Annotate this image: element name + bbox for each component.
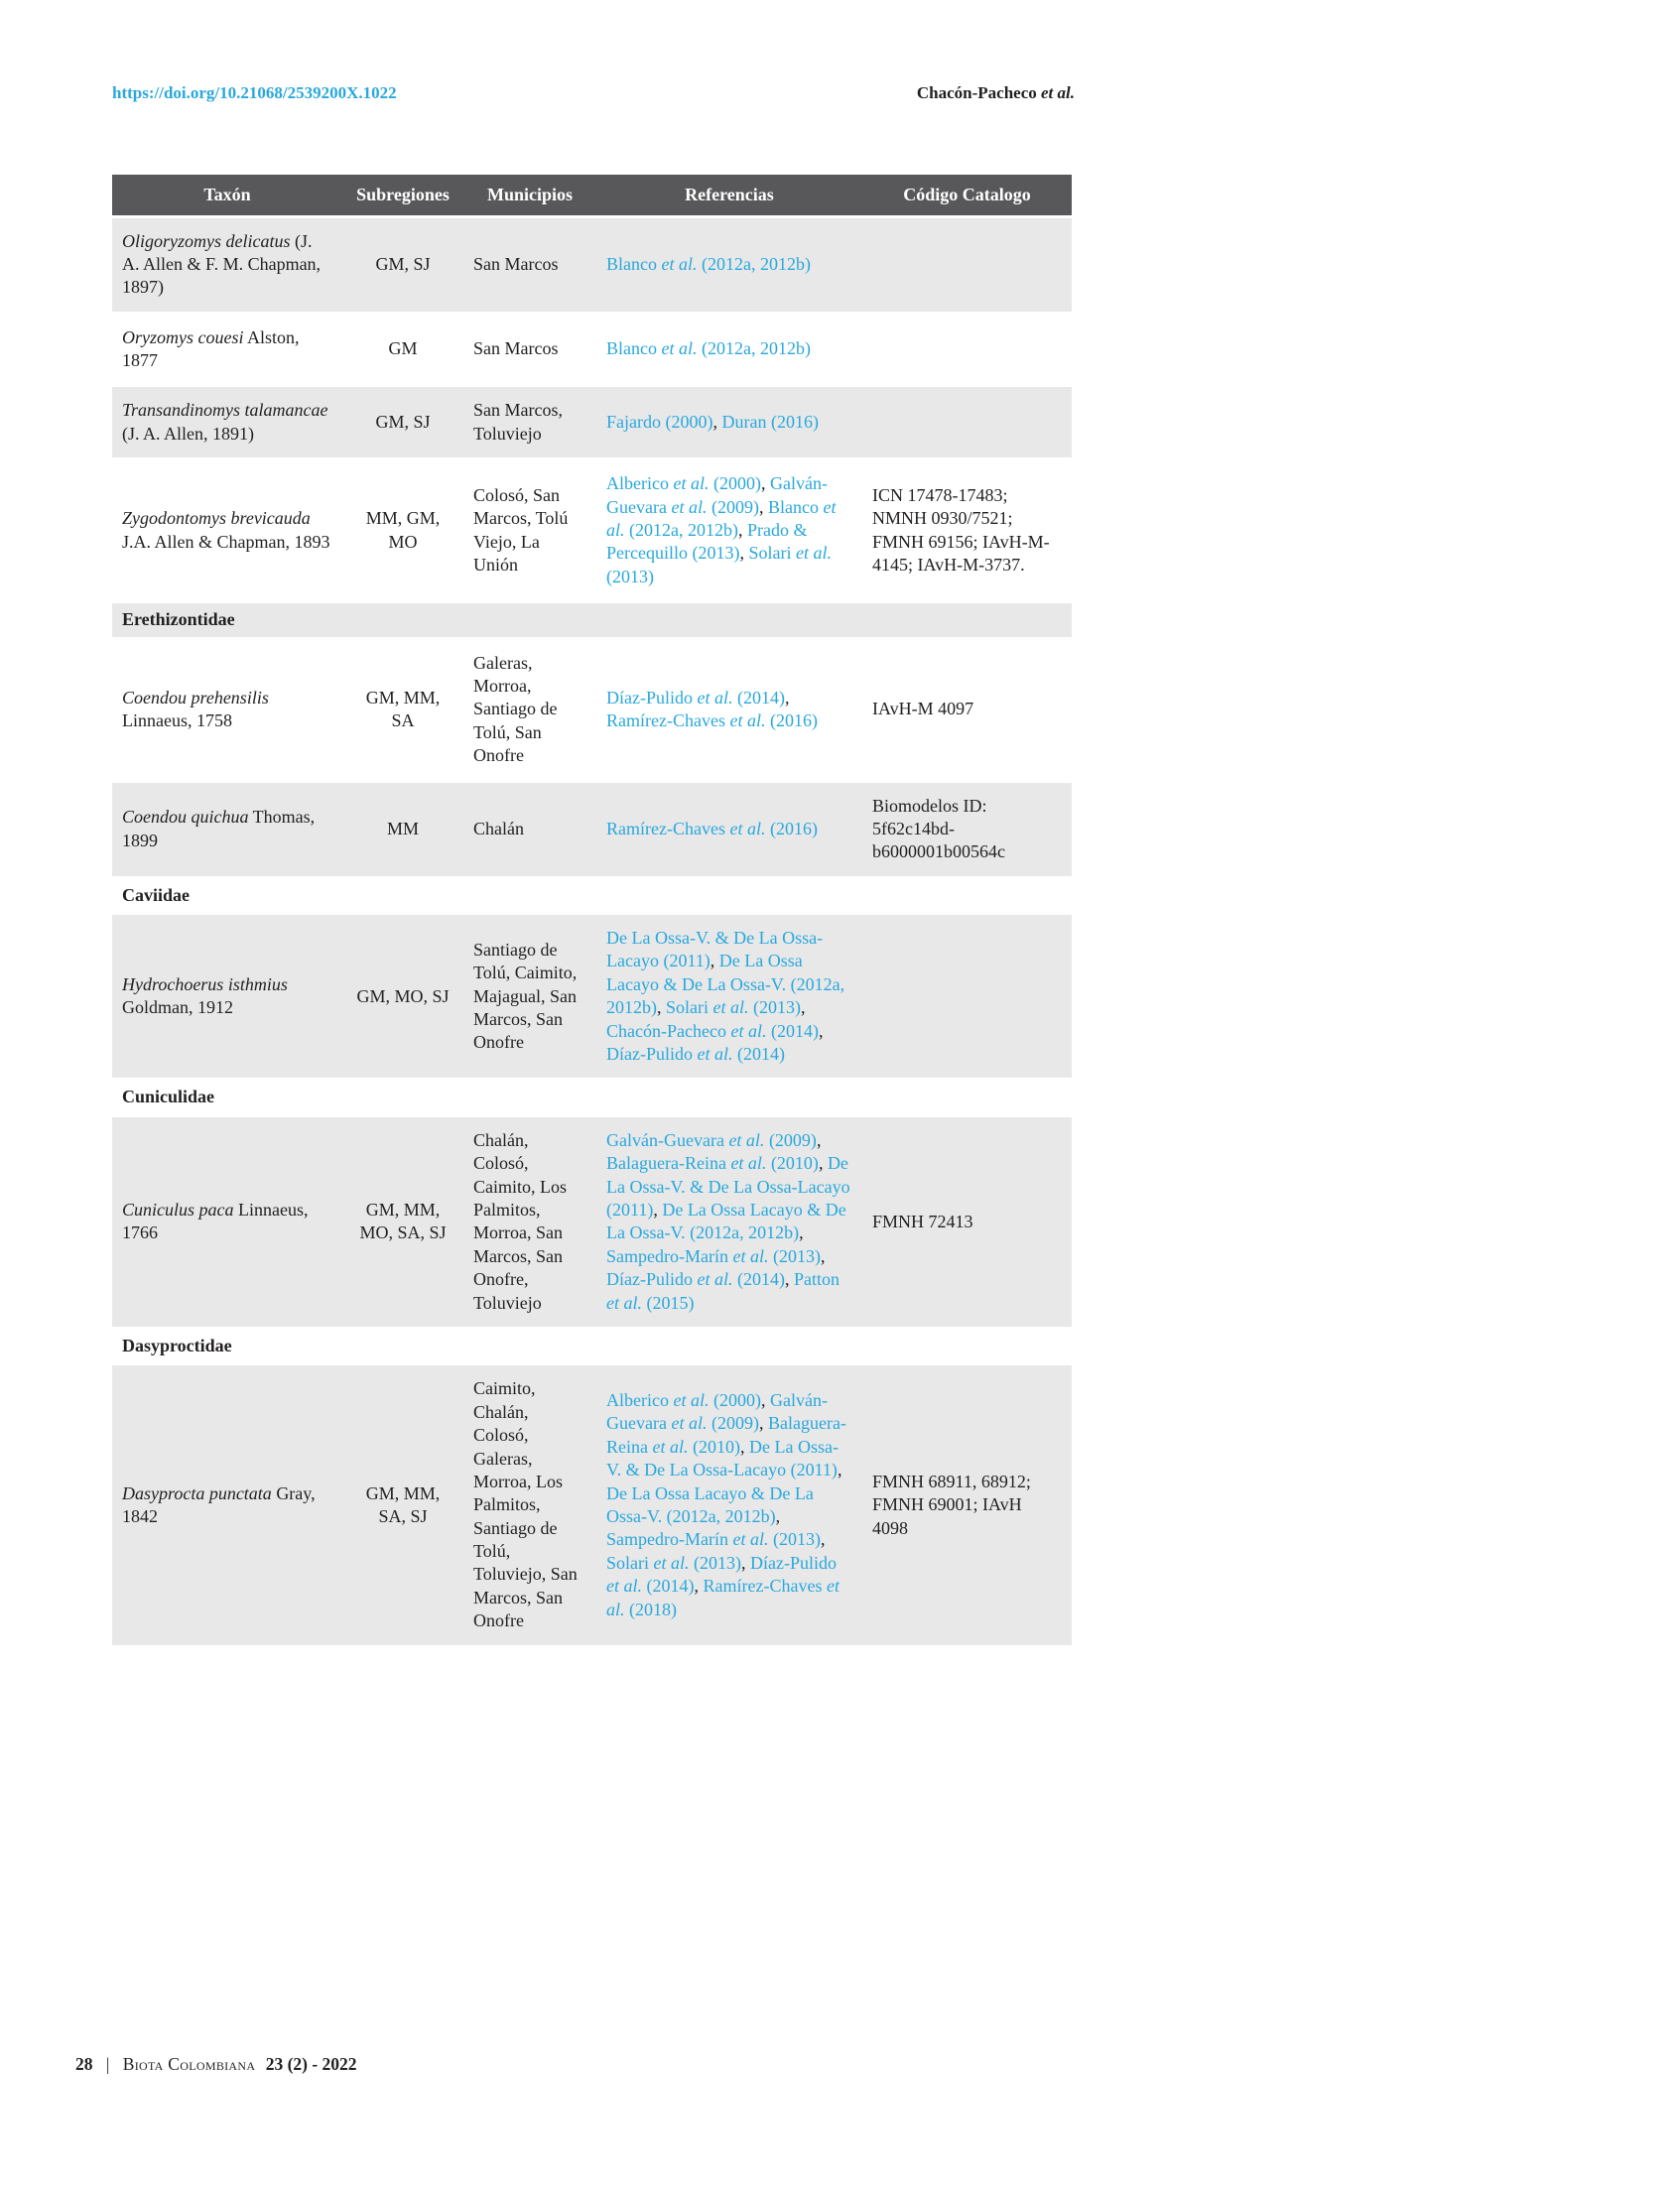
reference-link[interactable]: Balaguera-Reina et al. (2010) (606, 1413, 846, 1457)
taxon-cell: Transandinomys talamancae (J. A. Allen, 1891) (112, 386, 342, 459)
subregions-cell: GM, MM, SA (342, 638, 463, 781)
family-row-label: Erethizontidae (112, 602, 1072, 638)
reference-link[interactable]: De La Ossa Lacayo & De La Ossa-V. (2012a, 2012b) (606, 1482, 814, 1526)
reference-link[interactable]: Galván-Guevara et al. (2009) (606, 1390, 828, 1434)
reference-link[interactable]: Díaz-Pulido et al. (2014) (606, 1552, 837, 1597)
taxon-cell: Cuniculus paca Linnaeus, 1766 (112, 1115, 342, 1328)
taxon-cell: Coendou quichua Thomas, 1899 (112, 781, 342, 877)
family-row-label: Cuniculidae (112, 1080, 1072, 1115)
taxon-cell: Coendou prehensilis Linnaeus, 1758 (112, 638, 342, 781)
species-row (112, 386, 1072, 459)
municipios-cell: San Marcos (463, 313, 596, 386)
reference-link[interactable]: Galván-Guevara et al. (2009) (606, 473, 828, 517)
taxon-scientific-name: Cuniculus paca (122, 1200, 234, 1220)
municipios-cell: San Marcos (463, 216, 596, 313)
family-row-label: Caviidae (112, 877, 1072, 913)
subregions-cell: MM (342, 781, 463, 877)
family-row (112, 1328, 1072, 1363)
table-header-row (112, 175, 1072, 216)
reference-link[interactable]: Blanco et al. (2012a, 2012b) (606, 253, 811, 274)
reference-link[interactable]: Díaz-Pulido et al. (2014) (606, 1044, 785, 1065)
column-header-referencias: Referencias (596, 175, 862, 216)
references-cell (596, 781, 862, 877)
table-body (112, 216, 1072, 1646)
journal-issue: 23 (2) - 2022 (265, 2054, 357, 2074)
column-header-municipios: Municipios (463, 175, 596, 216)
footer-separator: | (105, 2054, 110, 2074)
taxon-scientific-name: Hydrochoerus isthmius (122, 973, 288, 994)
reference-link[interactable]: Prado & Percequillo (2013) (606, 520, 808, 564)
reference-link[interactable]: Alberico et al. (2000) (606, 1390, 761, 1411)
reference-link[interactable]: Patton et al. (2015) (606, 1269, 840, 1313)
reference-link[interactable]: Balaguera-Reina et al. (2010) (606, 1153, 819, 1174)
catalog-cell (862, 914, 1072, 1080)
catalog-cell: IAvH-M 4097 (862, 638, 1072, 781)
reference-link[interactable]: Chacón-Pacheco et al. (2014) (606, 1020, 819, 1041)
subregions-cell: GM, SJ (342, 216, 463, 313)
reference-link[interactable]: Solari et al. (2013) (666, 997, 801, 1018)
reference-link[interactable]: Ramírez-Chaves et al. (2016) (606, 818, 818, 838)
reference-link[interactable]: Blanco et al. (2012a, 2012b) (606, 496, 837, 541)
references-cell: Fajardo (2000), Duran (2016) (596, 386, 862, 459)
species-row (112, 781, 1072, 877)
taxon-scientific-name: Zygodontomys brevicauda (122, 508, 311, 529)
reference-link[interactable]: Duran (2016) (721, 412, 819, 433)
running-head-name: Chacón-Pacheco (916, 83, 1037, 102)
taxon-scientific-name: Coendou quichua (122, 807, 249, 828)
taxon-cell: Zygodontomys brevicauda J.A. Allen & Chapman, 1893 (112, 459, 342, 602)
species-row (112, 1364, 1072, 1646)
references-cell (596, 313, 862, 386)
catalog-cell: FMNH 68911, 68912; FMNH 69001; IAvH 4098 (862, 1364, 1072, 1646)
running-head-etal: et al. (1041, 83, 1075, 102)
family-row-label: Dasyproctidae (112, 1328, 1072, 1363)
species-row (112, 914, 1072, 1080)
reference-link[interactable]: Ramírez-Chaves et al. (2016) (606, 710, 818, 731)
references-cell: De La Ossa-V. & De La Ossa-Lacayo (2011), De La Ossa Lacayo & De La Ossa-V. (2012a, 2012b), Solari et al. (2013), Chacón-Pacheco et al. (2014), Díaz-Pulido et al. (2014) (596, 914, 862, 1080)
references-cell (596, 216, 862, 313)
municipios-cell: Chalán, Colosó, Caimito, Los Palmitos, Morroa, San Marcos, San Onofre, Toluviejo (463, 1115, 596, 1328)
subregions-cell: MM, GM, MO (342, 459, 463, 602)
journal-name: Biota Colombiana (122, 2054, 256, 2074)
reference-link[interactable]: Sampedro-Marín et al. (2013) (606, 1529, 821, 1550)
reference-link[interactable]: De La Ossa Lacayo & De La Ossa-V. (2012a, 2012b) (606, 1200, 846, 1243)
species-row (112, 459, 1072, 602)
reference-link[interactable]: De La Ossa-V. & De La Ossa-Lacayo (2011) (606, 928, 824, 971)
taxon-scientific-name: Oligoryzomys delicatus (122, 230, 291, 251)
column-header-taxon: Taxón (112, 175, 342, 216)
reference-link[interactable]: Sampedro-Marín et al. (2013) (606, 1245, 821, 1266)
municipios-cell: Galeras, Morroa, Santiago de Tolú, San Onofre (463, 638, 596, 781)
municipios-cell: Chalán (463, 781, 596, 877)
running-head-authors (917, 83, 1075, 103)
taxa-table (112, 175, 1072, 1648)
reference-link[interactable]: De La Ossa-V. & De La Ossa-Lacayo (2011) (606, 1436, 839, 1480)
doi-link[interactable]: https://doi.org/10.21068/2539200X.1022 (112, 83, 397, 102)
reference-link[interactable]: Alberico et al. (2000) (606, 473, 761, 494)
taxon-cell: Oligoryzomys delicatus (J. A. Allen & F. M. Chapman, 1897) (112, 216, 342, 313)
references-cell: Alberico et al. (2000), Galván-Guevara et al. (2009), Blanco et al. (2012a, 2012b), Prado & Percequillo (2013), Solari et al. (2013) (596, 459, 862, 602)
municipios-cell: Colosó, San Marcos, Tolú Viejo, La Unión (463, 459, 596, 602)
reference-link[interactable]: Díaz-Pulido et al. (2014) (606, 687, 785, 708)
family-row (112, 602, 1072, 638)
subregions-cell: GM (342, 313, 463, 386)
species-row (112, 1115, 1072, 1328)
subregions-cell: GM, SJ (342, 386, 463, 459)
catalog-cell: Biomodelos ID: 5f62c14bd-b6000001b00564c (862, 781, 1072, 877)
references-cell: Galván-Guevara et al. (2009), Balaguera-Reina et al. (2010), De La Ossa-V. & De La Ossa-Lacayo (2011), De La Ossa Lacayo & De La Ossa-V. (2012a, 2012b), Sampedro-Marín et al. (2013), Díaz-Pulido et al. (2014), Patton et al. (2015) (596, 1115, 862, 1328)
municipios-cell: Caimito, Chalán, Colosó, Galeras, Morroa, Los Palmitos, Santiago de Tolú, Toluviejo, San Marcos, San Onofre (463, 1364, 596, 1646)
species-row (112, 313, 1072, 386)
page-footer (75, 2054, 357, 2075)
reference-link[interactable]: De La Ossa Lacayo & De La Ossa-V. (2012a, 2012b) (606, 951, 845, 1018)
catalog-cell (862, 386, 1072, 459)
species-row (112, 216, 1072, 313)
page-number: 28 (75, 2054, 93, 2074)
catalog-cell: ICN 17478-17483; NMNH 0930/7521; FMNH 69156; IAvH-M-4145; IAvH-M-3737. (862, 459, 1072, 602)
family-row (112, 1080, 1072, 1115)
reference-link[interactable]: Ramírez-Chaves et al. (2018) (606, 1576, 840, 1619)
references-cell: Alberico et al. (2000), Galván-Guevara et al. (2009), Balaguera-Reina et al. (2010), De La Ossa-V. & De La Ossa-Lacayo (2011), De La Ossa Lacayo & De La Ossa-V. (2012a, 2012b), Sampedro-Marín et al. (2013), Solari et al. (2013), Díaz-Pulido et al. (2014), Ramírez-Chaves et al. (2018) (596, 1364, 862, 1646)
reference-link[interactable]: Solari et al. (2013) (606, 543, 832, 586)
subregions-cell: GM, MM, MO, SA, SJ (342, 1115, 463, 1328)
catalog-cell (862, 313, 1072, 386)
taxon-scientific-name: Transandinomys talamancae (122, 400, 328, 421)
family-row (112, 877, 1072, 913)
document-header (112, 83, 1075, 103)
catalog-cell (862, 216, 1072, 313)
subregions-cell: GM, MO, SJ (342, 914, 463, 1080)
municipios-cell: Santiago de Tolú, Caimito, Majagual, San Marcos, San Onofre (463, 914, 596, 1080)
reference-link[interactable]: Galván-Guevara et al. (2009) (606, 1129, 817, 1150)
subregions-cell: GM, MM, SA, SJ (342, 1364, 463, 1646)
taxon-cell: Hydrochoerus isthmius Goldman, 1912 (112, 914, 342, 1080)
column-header-codigo-catalogo: Código Catalogo (862, 175, 1072, 216)
taxon-scientific-name: Oryzomys couesi (122, 326, 244, 347)
reference-link[interactable]: Díaz-Pulido et al. (2014) (606, 1269, 785, 1290)
reference-link[interactable]: Fajardo (2000) (606, 412, 713, 433)
taxon-cell: Dasyprocta punctata Gray, 1842 (112, 1364, 342, 1646)
taxon-scientific-name: Coendou prehensilis (122, 687, 269, 708)
reference-link[interactable]: Solari et al. (2013) (606, 1552, 741, 1573)
taxon-scientific-name: Dasyprocta punctata (122, 1482, 272, 1503)
reference-link[interactable]: De La Ossa-V. & De La Ossa-Lacayo (2011) (606, 1153, 850, 1220)
catalog-cell: FMNH 72413 (862, 1115, 1072, 1328)
references-cell: Díaz-Pulido et al. (2014), Ramírez-Chaves et al. (2016) (596, 638, 862, 781)
taxon-cell: Oryzomys couesi Alston, 1877 (112, 313, 342, 386)
reference-link[interactable]: Blanco et al. (2012a, 2012b) (606, 338, 811, 359)
column-header-subregiones: Subregiones (342, 175, 463, 216)
municipios-cell: San Marcos, Toluviejo (463, 386, 596, 459)
species-row (112, 638, 1072, 781)
